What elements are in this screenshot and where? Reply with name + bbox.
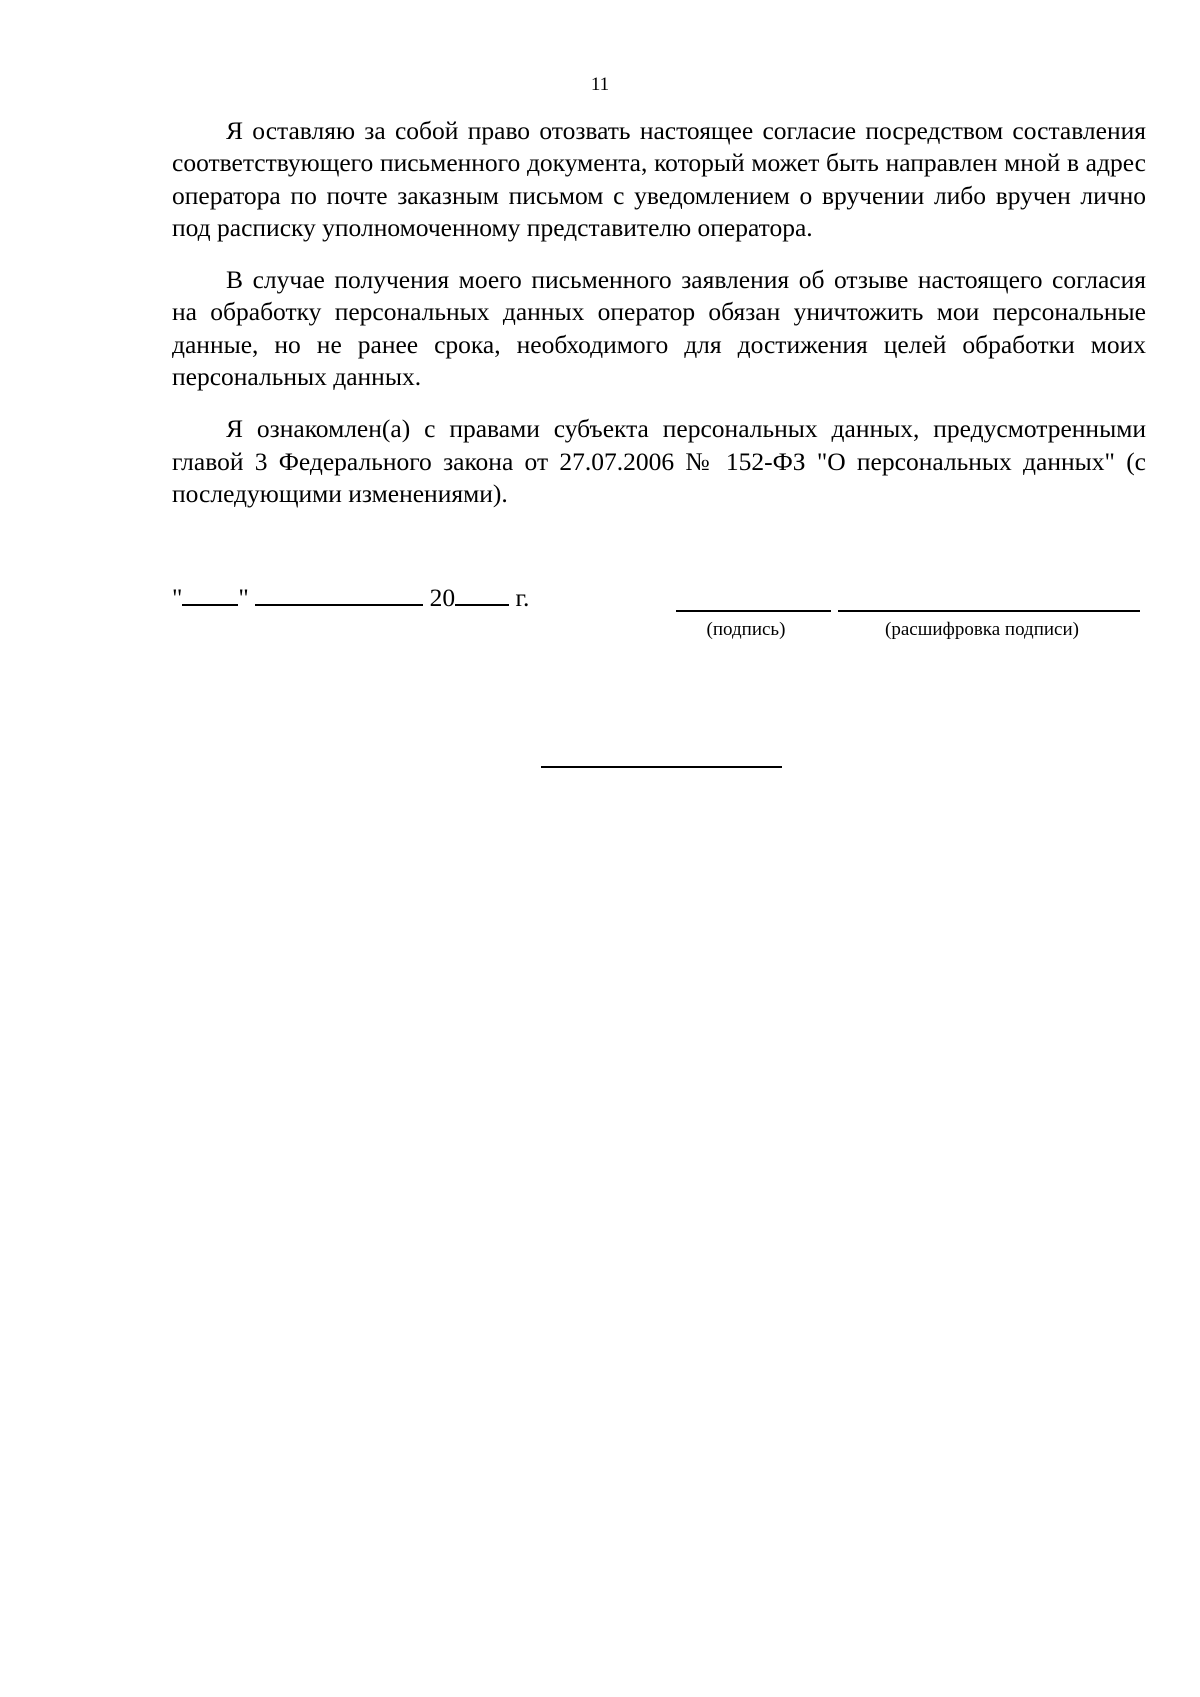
end-of-document-rule — [541, 766, 782, 768]
signature-line — [676, 610, 831, 612]
paragraph-data-destruction: В случае получения моего письменного заявления об отзыве настоящего согласия на обработку персональных данных оператор обязан уничтожить мои персональные данные, но не ранее срока, необходимого для достижения целей обработки моих персональных данных. — [172, 265, 1146, 392]
close-quote: " — [238, 583, 249, 612]
signature-decoding-caption: (расшифровка подписи) — [885, 619, 1079, 640]
year-suffix: г. — [515, 583, 530, 612]
open-quote: " — [172, 583, 183, 612]
year-prefix: 20 — [429, 583, 456, 612]
day-blank — [182, 582, 238, 606]
paragraph-withdraw-consent: Я оставляю за собой право отозвать настоящее согласие посредством составления соответствующего письменного документа, который может быть направлен мной в адрес оператора по почте заказным письмом с уведомлением о вручении либо вручен лично под расписку уполномоченному представителю оператора. — [172, 116, 1146, 242]
page-number: 11 — [590, 74, 610, 95]
month-blank — [255, 582, 423, 606]
signature-decoding-line — [838, 610, 1140, 612]
document-body — [172, 115, 1146, 530]
date-line — [172, 582, 529, 613]
paragraph-rights-acknowledgement: Я ознакомлен(а) с правами субъекта персональных данных, предусмотренными главой 3 Федерального закона от 27.07.2006 № 152-ФЗ "О персональных данных" (с последующими изменениями). — [172, 414, 1146, 508]
signature-caption: (подпись) — [706, 619, 786, 640]
year-blank — [455, 582, 509, 606]
